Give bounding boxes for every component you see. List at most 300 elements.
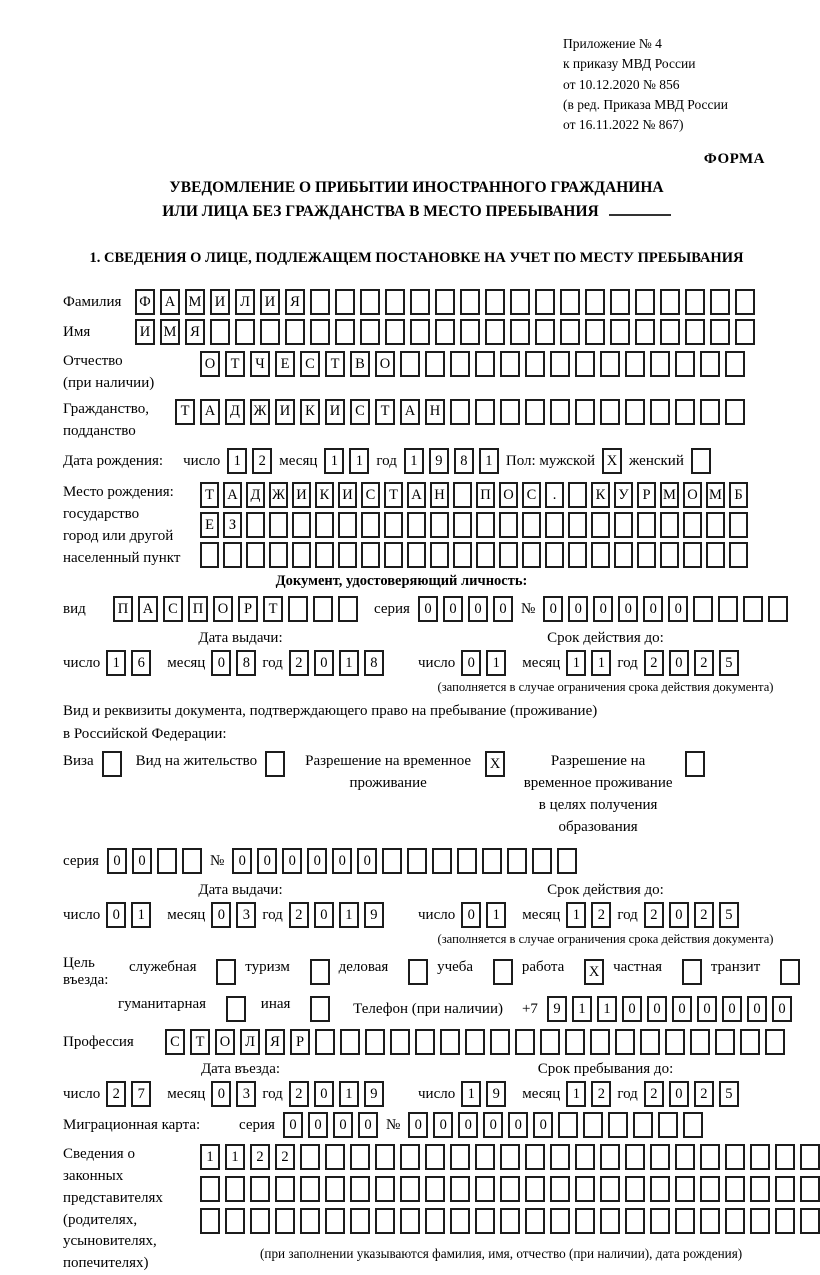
birth-place-block [63,482,800,569]
form-cell [735,319,755,345]
temp-residence-checkbox [485,751,505,777]
citizenship-row [63,399,800,443]
form-cell [600,351,620,377]
purpose-official: служебная [129,959,236,985]
form-cell [475,399,495,425]
residence-permit-option [136,751,285,777]
day-label: число [418,1085,456,1102]
form-cell [269,512,288,538]
form-cell: Ф [135,289,155,315]
form-cell: Ж [269,482,288,508]
permit-issue-month-cells [211,902,256,928]
valid-month-cells [566,650,611,676]
form-cell: 0 [672,996,692,1022]
month-label: месяц [167,906,206,923]
form-cell [450,1176,470,1202]
doc-number-label: № [520,600,536,617]
patronymic-label: Отчество (при наличии) [63,353,155,392]
form-cell [608,1112,628,1138]
temp-residence-education-option [519,751,705,838]
form-cell: . [545,482,564,508]
form-cell [361,512,380,538]
form-cell [633,1112,653,1138]
birth-place-row3-cells [200,542,748,568]
year-label: год [617,654,638,671]
patronymic-cells [200,351,745,377]
form-cell [675,1144,695,1170]
purpose-tourism: туризм [245,959,329,985]
form-cell: 0 [333,1112,353,1138]
permit-number-label: № [209,852,225,869]
purpose-work: работа X [522,959,604,985]
form-title [63,176,770,224]
form-cell: М [185,289,205,315]
form-cell [338,512,357,538]
form-cell [285,319,305,345]
year-label: год [617,1085,638,1102]
form-cell: С [361,482,380,508]
form-cell [525,1176,545,1202]
form-cell: 1 [339,1081,359,1107]
entry-stay-dates [63,1061,800,1107]
entry-date-group [63,1061,418,1107]
form-cell: 0 [643,596,663,622]
form-cell: 0 [543,596,563,622]
form-cell: Д [246,482,265,508]
form-cell [550,399,570,425]
permit-valid-title: Срок действия до: [547,882,664,899]
form-cell: 0 [468,596,488,622]
form-cell [235,319,255,345]
form-cell: Т [200,482,219,508]
form-cell: 0 [593,596,613,622]
form-cell [591,542,610,568]
form-cell [735,289,755,315]
sex-male-checkbox [602,448,622,474]
representatives-row2-cells [200,1176,820,1202]
form-cell [700,1144,720,1170]
stay-until-title: Срок пребывания до: [537,1061,674,1078]
form-cell [640,1029,660,1055]
form-cell [575,399,595,425]
legal-reference-block [563,34,768,135]
form-cell [522,542,541,568]
form-cell: 0 [461,650,481,676]
form-cell [200,1176,220,1202]
form-cell: О [213,596,233,622]
purpose-transit-checkbox [780,959,800,985]
birth-date-label: Дата рождения: [63,452,164,469]
legal-ref-line: от 16.11.2022 № 867) [563,117,684,132]
form-cell: С [165,1029,185,1055]
temp-residence-education-checkbox [685,751,705,777]
form-cell: И [338,482,357,508]
form-cell [450,1208,470,1234]
form-cell [693,596,713,622]
purpose-official-checkbox [216,959,236,985]
form-cell: 2 [591,1081,611,1107]
form-cell [718,596,738,622]
form-cell [315,542,334,568]
form-cell [335,319,355,345]
stay-month-cells [566,1081,611,1107]
form-cell [685,289,705,315]
permit-valid-day-cells [461,902,506,928]
form-cell [460,289,480,315]
form-cell [223,542,242,568]
temp-residence-option [299,751,505,795]
form-cell: С [350,399,370,425]
form-cell [340,1029,360,1055]
form-cell [585,319,605,345]
form-cell: У [614,482,633,508]
form-cell: 2 [250,1144,270,1170]
form-cell [500,351,520,377]
form-cell: О [683,482,702,508]
form-cell [700,1208,720,1234]
form-cell [729,542,748,568]
birth-year-cells [404,448,499,474]
form-cell [545,512,564,538]
form-cell [565,1029,585,1055]
form-cell: 3 [236,1081,256,1107]
form-cell [750,1208,770,1234]
legal-ref-line: от 10.12.2020 № 856 [563,76,680,92]
form-cell [457,848,477,874]
form-cell: Ч [250,351,270,377]
form-cell: Я [265,1029,285,1055]
form-cell: Р [290,1029,310,1055]
form-cell: 0 [669,902,689,928]
purpose-private-checkbox [682,959,702,985]
legal-ref-line: к приказу МВД России [563,56,696,72]
issue-day-cells [106,650,151,676]
form-cell: 1 [486,902,506,928]
form-cell: 1 [591,650,611,676]
form-cell: 1 [461,1081,481,1107]
citizenship-label: Гражданство, подданство [63,400,150,439]
doc-series-label: серия [374,600,410,617]
form-cell: 2 [591,902,611,928]
form-cell [780,959,800,985]
phone-label: Телефон (при наличии) [353,1000,503,1017]
form-cell [575,1176,595,1202]
form-cell: С [163,596,183,622]
form-cell [700,1176,720,1202]
sex-male-label: Пол: мужской [505,452,596,469]
profession-cells [165,1029,785,1055]
form-cell: 0 [568,596,588,622]
form-cell [210,319,230,345]
form-cell: М [660,482,679,508]
form-cell [490,1029,510,1055]
form-cell [265,751,285,777]
form-cell [450,399,470,425]
purpose-business-checkbox [408,959,428,985]
stay-until-group [418,1061,793,1107]
form-cell: 1 [106,650,126,676]
form-cell: 2 [694,650,714,676]
form-cell: 0 [433,1112,453,1138]
form-cell: 1 [566,650,586,676]
representatives-row3-cells [200,1208,820,1234]
form-cell: 1 [479,448,499,474]
citizenship-cells [175,399,745,425]
form-cell [715,1029,735,1055]
purpose-tourism-checkbox [310,959,330,985]
form-cell [725,399,745,425]
form-cell [300,1208,320,1234]
form-cell: 2 [275,1144,295,1170]
form-cell [310,996,330,1022]
form-cell [685,751,705,777]
year-label: год [617,906,638,923]
profession-row [63,1029,800,1055]
form-cell: 0 [669,1081,689,1107]
form-cell: З [223,512,242,538]
year-label: год [262,1085,283,1102]
valid-day-cells [461,650,506,676]
form-cell: 2 [694,1081,714,1107]
purpose-work-checkbox [584,959,604,985]
form-cell [700,351,720,377]
permit-dates [63,882,800,947]
form-cell: 2 [644,650,664,676]
form-cell: 2 [694,902,714,928]
form-cell [400,1144,420,1170]
entry-month-cells [211,1081,256,1107]
form-cell [430,512,449,538]
purpose-other: иная [261,996,330,1022]
form-title-line1: УВЕДОМЛЕНИЕ О ПРИБЫТИИ ИНОСТРАННОГО ГРАЖДАНИНА [169,179,664,197]
form-cell [515,1029,535,1055]
form-cell [390,1029,410,1055]
form-cell [315,512,334,538]
form-cell: 1 [324,448,344,474]
sex-female-label: женский [629,452,684,469]
identity-doc-row [63,596,800,622]
form-cell [507,848,527,874]
form-cell [500,1144,520,1170]
form-cell [250,1208,270,1234]
form-cell: И [292,482,311,508]
birth-day-cells [227,448,272,474]
year-label: год [262,906,283,923]
form-cell [706,542,725,568]
form-cell: 1 [572,996,592,1022]
form-cell [683,512,702,538]
form-cell [675,1176,695,1202]
form-cell: 7 [131,1081,151,1107]
form-cell: Т [225,351,245,377]
form-cell [440,1029,460,1055]
form-cell: 2 [252,448,272,474]
form-cell [425,1208,445,1234]
form-cell [450,1144,470,1170]
form-cell: Т [384,482,403,508]
permit-series-cells [107,848,202,874]
purpose-label: Цель въезда: [63,955,109,989]
identity-doc-dates [63,630,800,695]
form-cell: С [522,482,541,508]
form-cell [425,1176,445,1202]
form-cell: А [407,482,426,508]
forma-label: ФОРМА [703,151,765,168]
permit-issue-date-group [63,882,418,928]
birth-place-cells-rows [200,482,748,568]
form-cell [500,399,520,425]
form-cell: О [499,482,518,508]
form-cell [430,542,449,568]
form-cell: С [300,351,320,377]
form-cell: Т [325,351,345,377]
representatives-row1-cells [200,1144,820,1170]
sex-female-checkbox [691,448,711,474]
form-cell [310,289,330,315]
form-cell: Е [275,351,295,377]
form-cell [600,399,620,425]
purpose-humanitarian-checkbox [226,996,246,1022]
form-cell: 0 [508,1112,528,1138]
form-cell: 0 [211,1081,231,1107]
form-cell [400,1208,420,1234]
firstname-cells [135,319,755,345]
form-cell: Л [240,1029,260,1055]
day-label: число [63,1085,101,1102]
form-cell [706,512,725,538]
form-cell: 0 [443,596,463,622]
form-cell: 2 [644,902,664,928]
valid-until-group [418,630,793,695]
form-cell: 1 [200,1144,220,1170]
form-cell [768,596,788,622]
form-cell [683,1112,703,1138]
form-cell [575,1144,595,1170]
form-cell [650,1208,670,1234]
form-cell [360,319,380,345]
form-cell: 5 [719,650,739,676]
form-cell: 0 [211,902,231,928]
form-cell [292,512,311,538]
form-cell [540,1029,560,1055]
form-cell [325,1208,345,1234]
stay-day-cells [461,1081,506,1107]
form-cell: К [315,482,334,508]
doc-kind-cells [113,596,358,622]
form-cell [325,1176,345,1202]
form-cell [225,1208,245,1234]
day-label: число [63,906,101,923]
form-cell [650,1176,670,1202]
form-cell [485,289,505,315]
form-cell: И [210,289,230,315]
form-cell [775,1144,795,1170]
profession-label: Профессия [63,1033,134,1050]
temp-residence-education-label: Разрешение на временное проживание в целях получения образования [523,753,673,835]
form-cell: И [325,399,345,425]
form-cell: 2 [289,650,309,676]
birth-date-row [63,448,800,474]
form-cell [525,1208,545,1234]
form-cell [410,319,430,345]
form-cell [691,448,711,474]
form-cell [476,512,495,538]
form-cell: Я [185,319,205,345]
month-label: месяц [522,654,561,671]
residence-doc-line1: Вид и реквизиты документа, подтверждающего право на пребывание (проживание) [63,703,598,720]
form-cell: 0 [647,996,667,1022]
doc-kind-label: вид [63,600,86,617]
form-cell [485,319,505,345]
form-cell [557,848,577,874]
issue-date-title: Дата выдачи: [198,630,283,647]
form-cell: 0 [772,996,792,1022]
form-cell: 9 [429,448,449,474]
form-cell [350,1176,370,1202]
form-cell [650,399,670,425]
form-cell: 0 [106,902,126,928]
form-cell: 6 [131,650,151,676]
form-cell [510,319,530,345]
day-label: число [63,654,101,671]
form-cell [725,1176,745,1202]
section1-heading: 1. СВЕДЕНИЯ О ЛИЦЕ, ПОДЛЕЖАЩЕМ ПОСТАНОВКЕ НА УЧЕТ ПО МЕСТУ ПРЕБЫВАНИЯ [89,250,744,267]
form-cell [360,289,380,315]
form-cell [560,289,580,315]
migration-number-cells [408,1112,703,1138]
form-cell [665,1029,685,1055]
form-cell [385,319,405,345]
form-cell [568,512,587,538]
year-label: год [376,452,397,469]
form-cell: И [260,289,280,315]
form-cell [475,1208,495,1234]
form-cell [675,1208,695,1234]
month-label: месяц [167,654,206,671]
birth-month-cells [324,448,369,474]
form-cell [535,319,555,345]
representatives-note: (при заполнении указываются фамилия, имя, отчество (при наличии), дата рождения) [260,1246,743,1262]
form-cell [465,1029,485,1055]
form-cell [522,512,541,538]
form-cell [583,1112,603,1138]
form-cell: 9 [547,996,567,1022]
stay-year-cells [644,1081,739,1107]
firstname-label: Имя [63,323,91,340]
migration-series-cells [283,1112,378,1138]
form-cell [660,319,680,345]
form-cell: 0 [232,848,252,874]
form-cell: И [135,319,155,345]
form-cell: Я [285,289,305,315]
form-cell: 5 [719,1081,739,1107]
form-cell: Т [190,1029,210,1055]
form-cell: 0 [132,848,152,874]
form-cell: Р [238,596,258,622]
form-cell [453,482,472,508]
form-cell: 1 [227,448,247,474]
form-cell [407,512,426,538]
migration-card-label: Миграционная карта: [63,1116,201,1133]
form-cell [600,1144,620,1170]
identity-doc-heading: Документ, удостоверяющий личность: [275,573,528,590]
form-cell [625,399,645,425]
form-cell: 0 [308,1112,328,1138]
form-cell [269,542,288,568]
form-cell [550,1208,570,1234]
permit-valid-until-group [418,882,793,947]
doc-series-cells [418,596,513,622]
